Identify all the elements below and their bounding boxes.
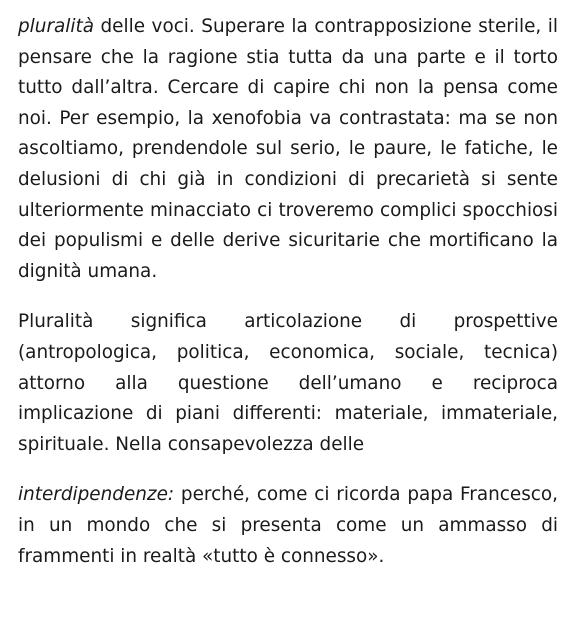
paragraph-text: Pluralità significa articolazione di prospettive (antropologica, politica, economica, sociale, tecnica) attorno alla questione dell’umano e reciproca implicazione di piani differenti: materiale, immateriale, spirituale. Nella consapevolezza delle xyxy=(18,311,558,455)
paragraph-plurality-meaning xyxy=(18,307,558,460)
paragraph-text: delle voci. Superare la contrapposizione sterile, il pensare che la ragione stia tutta da una parte e il torto tutto dall’altra. Cercare di capire chi non la pensa come noi. Per esempio, la xenofobia va contrastata: ma se non ascoltiamo, prendendole sul serio, le paure, le fatiche, le delusioni di chi già in condizioni di precarietà si sente ulteriormente minacciato ci troveremo complici spocchiosi dei populismi e delle derive sicuritarie che mortificano la dignità umana. xyxy=(18,16,558,282)
paragraph-interdependence xyxy=(18,480,558,572)
document-page xyxy=(18,12,558,572)
italic-term-pluralita: pluralità xyxy=(18,16,94,37)
paragraph-text: perché, come ci ricorda papa Francesco, in un mondo che si presenta come un ammasso di frammenti in realtà «tutto è connesso». xyxy=(18,484,558,567)
italic-term-interdipendenze: interdipendenze: xyxy=(18,484,175,506)
paragraph-plurality-voices xyxy=(18,12,558,287)
